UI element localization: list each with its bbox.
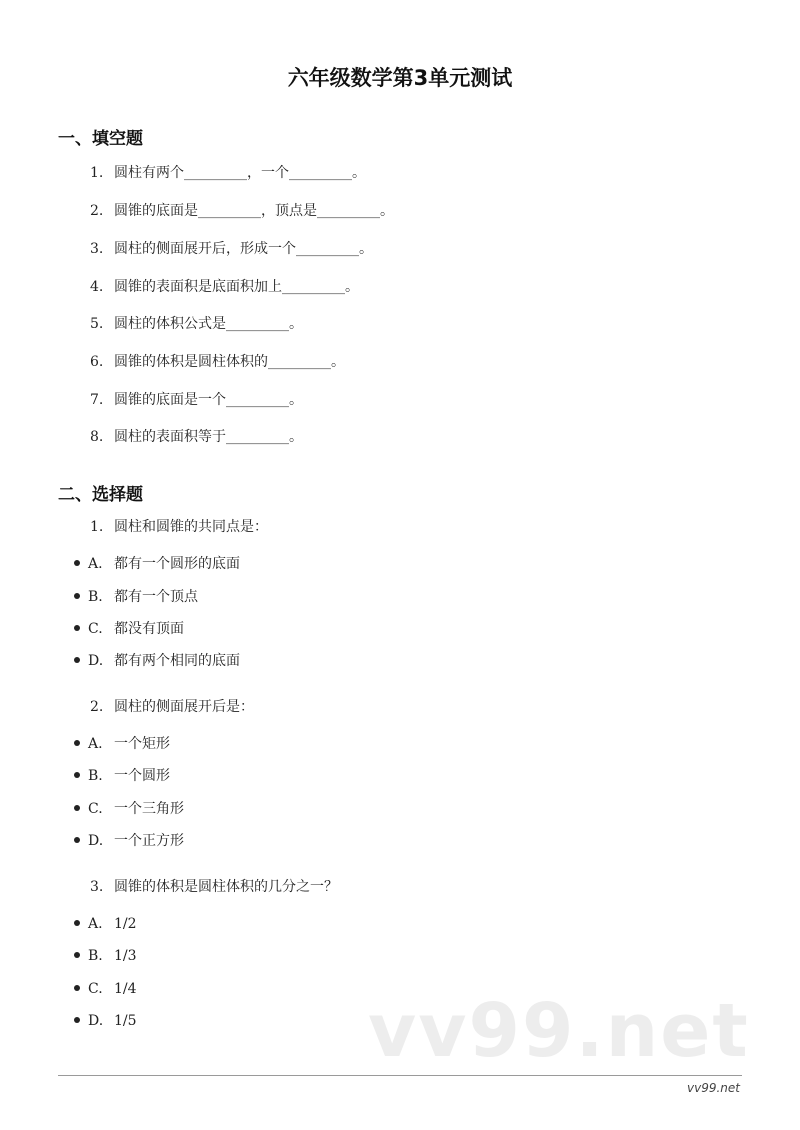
option-letter: B. xyxy=(88,948,103,964)
option-letter: B. xyxy=(88,589,103,605)
option-text: 一个圆形 xyxy=(114,768,170,784)
choice-option xyxy=(74,766,170,786)
item-number: 3. xyxy=(90,241,104,257)
bullet-icon xyxy=(74,772,80,778)
bullet-icon xyxy=(74,1017,80,1023)
fill-in-item xyxy=(90,239,373,259)
option-text: 一个三角形 xyxy=(114,801,184,817)
option-letter: D. xyxy=(88,1013,104,1029)
option-letter: D. xyxy=(88,833,104,849)
item-text: 圆锥的底面是一个_________。 xyxy=(114,392,303,408)
bullet-icon xyxy=(74,952,80,958)
option-letter: C. xyxy=(88,621,103,637)
footer-site-label: vv99.net xyxy=(687,1081,740,1095)
option-text: 1/4 xyxy=(114,981,137,997)
option-letter: A. xyxy=(88,916,103,932)
fill-in-item xyxy=(90,201,394,221)
bullet-icon xyxy=(74,625,80,631)
fill-in-item xyxy=(90,352,345,372)
choice-option xyxy=(74,831,184,851)
page-title: 六年级数学第3单元测试 xyxy=(287,66,513,90)
option-text: 都有一个圆形的底面 xyxy=(114,556,240,572)
option-text: 一个矩形 xyxy=(114,736,170,752)
option-letter: C. xyxy=(88,981,103,997)
item-text: 圆柱的侧面展开后，形成一个_________。 xyxy=(114,241,373,257)
footer-divider xyxy=(58,1075,742,1076)
question-text: 圆锥的体积是圆柱体积的几分之一？ xyxy=(114,879,338,895)
option-text: 1/2 xyxy=(114,916,137,932)
item-text: 圆柱有两个_________，一个_________。 xyxy=(114,165,366,181)
bullet-icon xyxy=(74,657,80,663)
choice-option xyxy=(74,799,184,819)
option-letter: C. xyxy=(88,801,103,817)
item-number: 7. xyxy=(90,392,104,408)
item-text: 圆锥的底面是_________，顶点是_________。 xyxy=(114,203,394,219)
item-text: 圆锥的体积是圆柱体积的_________。 xyxy=(114,354,345,370)
item-text: 圆柱的体积公式是_________。 xyxy=(114,316,303,332)
choice-option xyxy=(74,979,137,999)
question-number: 1. xyxy=(90,519,104,535)
item-number: 6. xyxy=(90,354,104,370)
item-number: 8. xyxy=(90,429,104,445)
fill-in-item xyxy=(90,277,359,297)
option-text: 都没有顶面 xyxy=(114,621,184,637)
item-number: 5. xyxy=(90,316,104,332)
choice-question xyxy=(90,517,268,537)
choice-option xyxy=(74,1011,137,1031)
choice-option xyxy=(74,587,198,607)
section-heading-fill-in: 一、填空题 xyxy=(58,129,143,149)
choice-option xyxy=(74,914,137,934)
option-letter: B. xyxy=(88,768,103,784)
item-number: 2. xyxy=(90,203,104,219)
choice-option xyxy=(74,651,240,671)
item-text: 圆锥的表面积是底面积加上_________。 xyxy=(114,279,359,295)
option-text: 都有两个相同的底面 xyxy=(114,653,240,669)
choice-question xyxy=(90,697,254,717)
option-text: 都有一个顶点 xyxy=(114,589,198,605)
choice-question xyxy=(90,877,338,897)
item-number: 1. xyxy=(90,165,104,181)
option-letter: D. xyxy=(88,653,104,669)
option-text: 1/3 xyxy=(114,948,137,964)
option-letter: A. xyxy=(88,556,103,572)
section-heading-multiple-choice: 二、选择题 xyxy=(58,485,143,505)
fill-in-item xyxy=(90,314,303,334)
fill-in-item xyxy=(90,390,303,410)
question-text: 圆柱和圆锥的共同点是： xyxy=(114,519,268,535)
choice-option xyxy=(74,554,240,574)
fill-in-item xyxy=(90,163,366,183)
question-number: 2. xyxy=(90,699,104,715)
bullet-icon xyxy=(74,985,80,991)
fill-in-item xyxy=(90,427,303,447)
item-number: 4. xyxy=(90,279,104,295)
choice-option xyxy=(74,734,170,754)
bullet-icon xyxy=(74,805,80,811)
bullet-icon xyxy=(74,593,80,599)
item-text: 圆柱的表面积等于_________。 xyxy=(114,429,303,445)
choice-option xyxy=(74,619,184,639)
option-text: 1/5 xyxy=(114,1013,137,1029)
bullet-icon xyxy=(74,560,80,566)
question-number: 3. xyxy=(90,879,104,895)
bullet-icon xyxy=(74,740,80,746)
option-text: 一个正方形 xyxy=(114,833,184,849)
option-letter: A. xyxy=(88,736,103,752)
watermark: vv99.net xyxy=(368,988,750,1074)
bullet-icon xyxy=(74,837,80,843)
choice-option xyxy=(74,946,137,966)
bullet-icon xyxy=(74,920,80,926)
question-text: 圆柱的侧面展开后是： xyxy=(114,699,254,715)
